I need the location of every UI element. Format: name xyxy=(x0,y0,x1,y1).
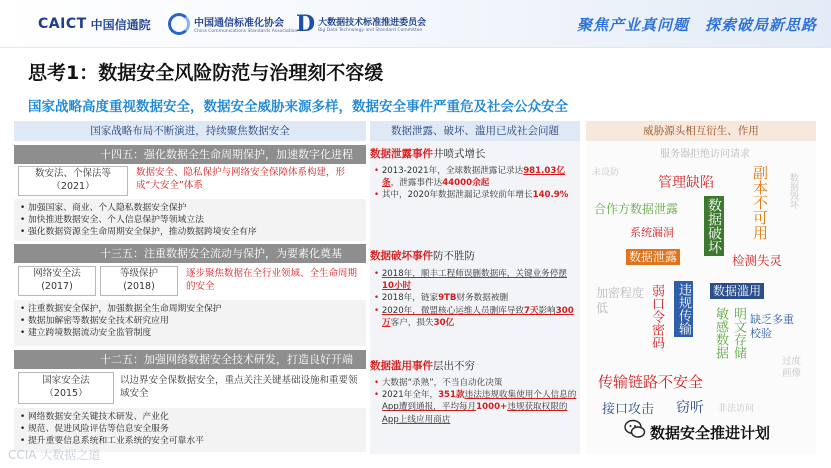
word-cloud-term: 系统漏洞 xyxy=(630,226,674,239)
word-cloud-term: 数据毁坏 xyxy=(788,173,798,209)
event-leak-label: 数据泄露事件 xyxy=(370,148,433,160)
word-cloud-term: 接口攻击 xyxy=(602,402,655,417)
word-cloud-term: 加密程度低 xyxy=(596,286,645,315)
s3-law-line2: （2015） xyxy=(44,388,88,399)
watermark: CCIA 大数据之道 xyxy=(8,448,101,462)
list-item: • 数据加解密等数据安全技术研究应用 xyxy=(20,315,360,327)
list-item: • 加快推进数据安全、个人信息保护等领域立法 xyxy=(20,214,360,226)
list-item: • 2020年，微盟核心运维人员删库导致7天影响300万客户，损失30亿 xyxy=(374,305,578,329)
s1-red-text: 数据安全、隐私保护与网络安全保障体系构建，形成“大安全”体系 xyxy=(136,167,346,192)
word-cloud-term: 非法访问 xyxy=(718,404,755,414)
ccsa-logo xyxy=(168,12,297,36)
list-item: • 网络数据安全关键技术研发、产业化 xyxy=(20,411,360,423)
list-item: • 2013-2021年，全球数据泄露记录达981.03亿条，泄露事件达44000余起 xyxy=(374,165,578,189)
event-abuse-bullets xyxy=(374,377,578,426)
s2-red-text: 逐步聚焦数据在全行业领域、全生命周期的安全 xyxy=(186,268,358,293)
s2-bullets xyxy=(14,300,366,346)
word-cloud-term: 管理缺陷 xyxy=(658,175,714,191)
list-item: • 注重数据安全保护，加强数据全生命周期安全保护 xyxy=(20,303,360,315)
s2-law1-line2: (2017) xyxy=(41,281,73,292)
s2-law1-box xyxy=(18,266,96,296)
s1-law-box xyxy=(18,166,128,196)
s1-law-line2: （2021） xyxy=(51,181,95,192)
list-item: • 建立跨境数据流动安全监管制度 xyxy=(20,327,360,339)
caict-mark: CAICT xyxy=(38,16,87,32)
list-item: • 其中，2020年数据泄漏记录较前年增长140.9% xyxy=(374,189,578,201)
list-item: • 大数据“杀熟”，不当自动化决策 xyxy=(374,377,578,389)
caict-logo xyxy=(38,12,151,36)
word-cloud-term: 敏感数据 xyxy=(713,307,728,359)
threat-word-cloud xyxy=(586,141,816,454)
bdc-d-icon: D xyxy=(296,11,316,37)
bdc-logo xyxy=(296,12,426,36)
word-cloud-term: 弱口令密码 xyxy=(649,284,664,349)
header-slogan: 聚焦产业真问题 探索破局新思路 xyxy=(576,16,817,34)
s2-law1-line1: 网络安全法 xyxy=(33,268,81,280)
event-leak-bullets xyxy=(374,165,578,202)
word-cloud-term: 服务器拒绝访问请求 xyxy=(660,149,750,160)
list-item: • 2018年，顺丰工程师误删数据库，关键业务停摆10小时 xyxy=(374,268,578,292)
word-cloud-term: 缺乏多重校验 xyxy=(750,313,794,341)
event-abuse-desc: 层出不穷 xyxy=(433,360,475,372)
list-item: • 强化数据资源全生命周期安全保护，推动数据跨境安全有序 xyxy=(20,226,360,238)
word-cloud-term: 窃听 xyxy=(676,400,704,416)
col3-head: 威胁源头相互衍生、作用 xyxy=(586,121,816,141)
event-leak-desc: 井喷式增长 xyxy=(433,148,486,160)
page-title: 思考1：数据安全风险防范与治理刻不容缓 xyxy=(28,62,384,84)
event-damage-desc: 防不胜防 xyxy=(433,250,475,262)
word-cloud-term: 数据泄露 xyxy=(626,249,680,265)
word-cloud-term: 未设防 xyxy=(592,168,620,178)
s2-law2-line1: 等级保护 xyxy=(119,268,158,280)
list-item: • 2018年，链家9TB财务数据被删 xyxy=(374,292,578,304)
list-item: • 规范、促进风险评估等信息安全服务 xyxy=(20,423,360,435)
section-12th-title: 十二五：加强网络数据安全技术研发，打造良好开端 xyxy=(14,350,366,369)
list-item: • 提升重要信息系统和工业系统的安全可靠水平 xyxy=(20,435,360,447)
col1-head: 国家战略布局不断演进，持续聚焦数据安全 xyxy=(14,121,366,141)
word-cloud-term: 明文存储 xyxy=(731,307,746,359)
ccsa-ring-icon xyxy=(168,13,190,35)
list-item: • 2021年全年，351款违法违规收集使用个人信息的App遭到通报，平均每月1000+违规获取权限的App上线应用商店 xyxy=(374,389,578,426)
bdc-name: 大数据技术标准推进委员会 xyxy=(318,18,427,28)
s3-law-box xyxy=(18,372,114,404)
ccsa-name: 中国通信标准化协会 xyxy=(194,18,284,29)
word-cloud-term: 数据滥用 xyxy=(710,283,764,299)
s3-text: 以边界安全保数据安全，重点关注关键基础设施和重要领域安全 xyxy=(120,375,358,400)
event-leak-heading xyxy=(370,146,486,161)
word-cloud-term: 合作方数据泄露 xyxy=(594,202,679,216)
caict-name: 中国信通院 xyxy=(90,17,151,32)
bdc-en-name: Big Data Technology and Standard Committee xyxy=(318,28,423,33)
s3-law-line1: 国家安全法 xyxy=(42,375,90,387)
section-14th-title: 十四五：强化数据全生命周期保护，加速数字化进程 xyxy=(14,145,366,164)
event-damage-heading xyxy=(370,248,475,263)
word-cloud-term: 数据破坏 xyxy=(706,198,722,254)
ccsa-en-name: China Communications Standards Association xyxy=(194,29,298,34)
footer-account-name: 数据安全推进计划 xyxy=(650,424,771,442)
event-damage-label: 数据破坏事件 xyxy=(370,250,433,262)
section-13th-title: 十三五：注重数据安全流动与保护，为要素化奠基 xyxy=(14,244,366,263)
event-damage-bullets xyxy=(374,268,578,329)
wechat-icon xyxy=(624,418,646,440)
word-cloud-term: 过度画像 xyxy=(782,356,802,379)
list-item: • 加强国家、商业、个人隐私数据安全保护 xyxy=(20,202,360,214)
word-cloud-term: 传输链路不安全 xyxy=(598,373,704,391)
page-subtitle: 国家战略高度重视数据安全，数据安全威胁来源多样，数据安全事件严重危及社会公众安全 xyxy=(28,99,568,115)
event-abuse-label: 数据滥用事件 xyxy=(370,360,433,372)
event-abuse-heading xyxy=(370,358,475,373)
col2-head: 数据泄露、破坏、滥用已成社会问题 xyxy=(370,121,580,141)
s2-law2-line2: (2018) xyxy=(123,281,155,292)
s1-law-line1: 数安法、个保法等 xyxy=(34,168,111,180)
s1-bullets xyxy=(14,199,366,241)
word-cloud-term: 检测失灵 xyxy=(732,253,783,268)
word-cloud-term: 副本不可用 xyxy=(751,165,769,240)
s2-law2-box xyxy=(100,266,178,296)
word-cloud-term: 违规传输 xyxy=(676,283,691,335)
